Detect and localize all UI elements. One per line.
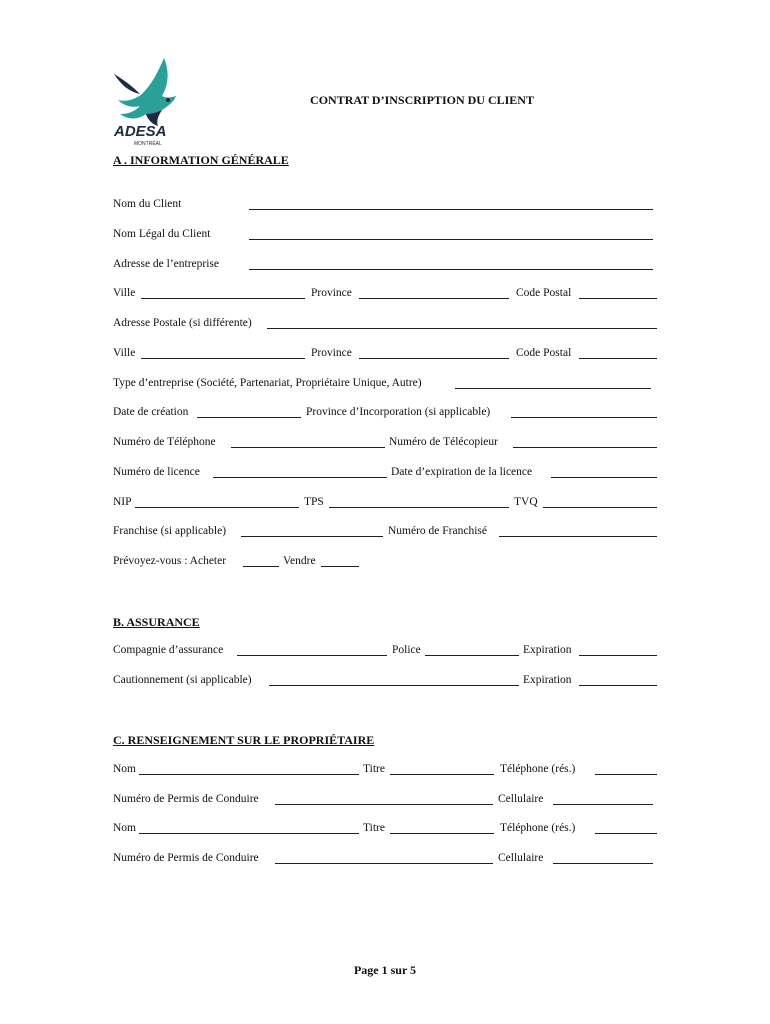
label-province-incorp: Province d’Incorporation (si applicable) [306, 406, 491, 418]
field-type-entreprise[interactable] [455, 388, 651, 389]
label-telephone-res: Téléphone (rés.) [500, 763, 576, 775]
label-compagnie: Compagnie d’assurance [113, 644, 224, 656]
label-vendre: Vendre [283, 555, 316, 567]
field-tps[interactable] [329, 507, 509, 508]
label-telephone: Numéro de Téléphone [113, 436, 216, 448]
page-number: Page 1 sur 5 [353, 963, 417, 977]
label-adresse-postale: Adresse Postale (si différente) [113, 317, 252, 329]
label-tvq: TVQ [514, 496, 538, 508]
field-nom-1[interactable] [139, 774, 359, 775]
field-ville-postale[interactable] [141, 358, 305, 359]
field-telecopieur[interactable] [513, 447, 657, 448]
field-titre-2[interactable] [390, 833, 494, 834]
field-expiration-licence[interactable] [551, 477, 657, 478]
field-date-creation[interactable] [197, 417, 301, 418]
field-province[interactable] [359, 298, 509, 299]
row-nom-client [113, 198, 658, 214]
section-a-heading: A . INFORMATION GÉNÉRALE [113, 153, 289, 167]
label-province: Province [311, 347, 352, 359]
label-date-creation: Date de création [113, 406, 189, 418]
field-numero-franchise[interactable] [499, 536, 657, 537]
label-ville: Ville [113, 347, 136, 359]
label-expiration: Expiration [523, 644, 572, 656]
field-compagnie[interactable] [237, 655, 387, 656]
label-telecopieur: Numéro de Télécopieur [389, 436, 498, 448]
field-permis-1[interactable] [275, 804, 493, 805]
field-expiration-cautionnement[interactable] [579, 685, 657, 686]
label-nom: Nom [113, 822, 136, 834]
label-code-postal: Code Postal [516, 287, 572, 299]
row-permis-2 [113, 852, 658, 868]
field-police[interactable] [425, 655, 519, 656]
row-assurance [113, 644, 658, 660]
field-cellulaire-1[interactable] [553, 804, 653, 805]
label-nom: Nom [113, 763, 136, 775]
row-ville-1 [113, 287, 658, 303]
row-date-creation [113, 406, 658, 422]
label-nip: NIP [113, 496, 132, 508]
label-prevoyez-acheter: Prévoyez-vous : Acheter [113, 555, 227, 567]
field-franchise[interactable] [241, 536, 383, 537]
field-cellulaire-2[interactable] [553, 863, 653, 864]
label-adresse: Adresse de l’entreprise [113, 258, 220, 270]
field-vendre[interactable] [321, 566, 359, 567]
label-nom-legal: Nom Légal du Client [113, 228, 211, 240]
field-nom-client[interactable] [249, 209, 653, 210]
label-licence: Numéro de licence [113, 466, 200, 478]
row-permis-1 [113, 793, 658, 809]
label-ville: Ville [113, 287, 136, 299]
field-tvq[interactable] [543, 507, 657, 508]
label-telephone-res: Téléphone (rés.) [500, 822, 576, 834]
field-cautionnement[interactable] [269, 685, 519, 686]
row-nom-legal [113, 228, 658, 244]
field-permis-2[interactable] [275, 863, 493, 864]
row-taxes [113, 496, 658, 512]
row-adresse-postale [113, 317, 658, 333]
field-expiration[interactable] [579, 655, 657, 656]
label-type-entreprise: Type d’entreprise (Société, Partenariat, Propriétaire Unique, Autre) [113, 377, 422, 389]
row-licence [113, 466, 658, 482]
svg-text:MONTRÉAL: MONTRÉAL [134, 141, 162, 147]
field-titre-1[interactable] [390, 774, 494, 775]
row-cautionnement [113, 674, 658, 690]
svg-text:ADESA: ADESA [114, 123, 167, 140]
row-type-entreprise [113, 377, 658, 393]
row-prevoyez [113, 555, 658, 571]
label-cautionnement: Cautionnement (si applicable) [113, 674, 252, 686]
row-adresse [113, 258, 658, 274]
field-telephone-res-2[interactable] [595, 833, 657, 834]
field-telephone[interactable] [231, 447, 385, 448]
label-permis: Numéro de Permis de Conduire [113, 852, 259, 864]
field-ville[interactable] [141, 298, 305, 299]
row-proprietaire-1 [113, 763, 658, 779]
field-code-postal[interactable] [579, 298, 657, 299]
field-acheter[interactable] [243, 566, 279, 567]
label-expiration-licence: Date d’expiration de la licence [391, 466, 533, 478]
label-nom-client: Nom du Client [113, 198, 182, 210]
document-title: CONTRAT D’INSCRIPTION DU CLIENT [310, 93, 534, 107]
section-c-heading: C. RENSEIGNEMENT SUR LE PROPRIÉTAIRE [113, 733, 375, 747]
row-franchise [113, 525, 658, 541]
label-police: Police [392, 644, 421, 656]
row-telephone [113, 436, 658, 452]
label-permis: Numéro de Permis de Conduire [113, 793, 259, 805]
field-nom-legal[interactable] [249, 239, 653, 240]
section-b-heading: B. ASSURANCE [113, 615, 200, 629]
field-adresse-postale[interactable] [267, 328, 657, 329]
label-titre: Titre [363, 763, 385, 775]
label-numero-franchise: Numéro de Franchisé [388, 525, 487, 537]
row-ville-2 [113, 347, 658, 363]
label-expiration: Expiration [523, 674, 572, 686]
field-licence[interactable] [213, 477, 387, 478]
field-province-postale[interactable] [359, 358, 509, 359]
field-province-incorp[interactable] [511, 417, 657, 418]
label-cellulaire: Cellulaire [498, 852, 544, 864]
field-adresse[interactable] [249, 269, 653, 270]
field-nip[interactable] [135, 507, 299, 508]
field-nom-2[interactable] [139, 833, 359, 834]
label-cellulaire: Cellulaire [498, 793, 544, 805]
label-franchise: Franchise (si applicable) [113, 525, 227, 537]
label-tps: TPS [304, 496, 324, 508]
label-code-postal: Code Postal [516, 347, 572, 359]
label-titre: Titre [363, 822, 385, 834]
row-proprietaire-2 [113, 822, 658, 838]
field-telephone-res-1[interactable] [595, 774, 657, 775]
label-province: Province [311, 287, 352, 299]
field-code-postal-postale[interactable] [579, 358, 657, 359]
